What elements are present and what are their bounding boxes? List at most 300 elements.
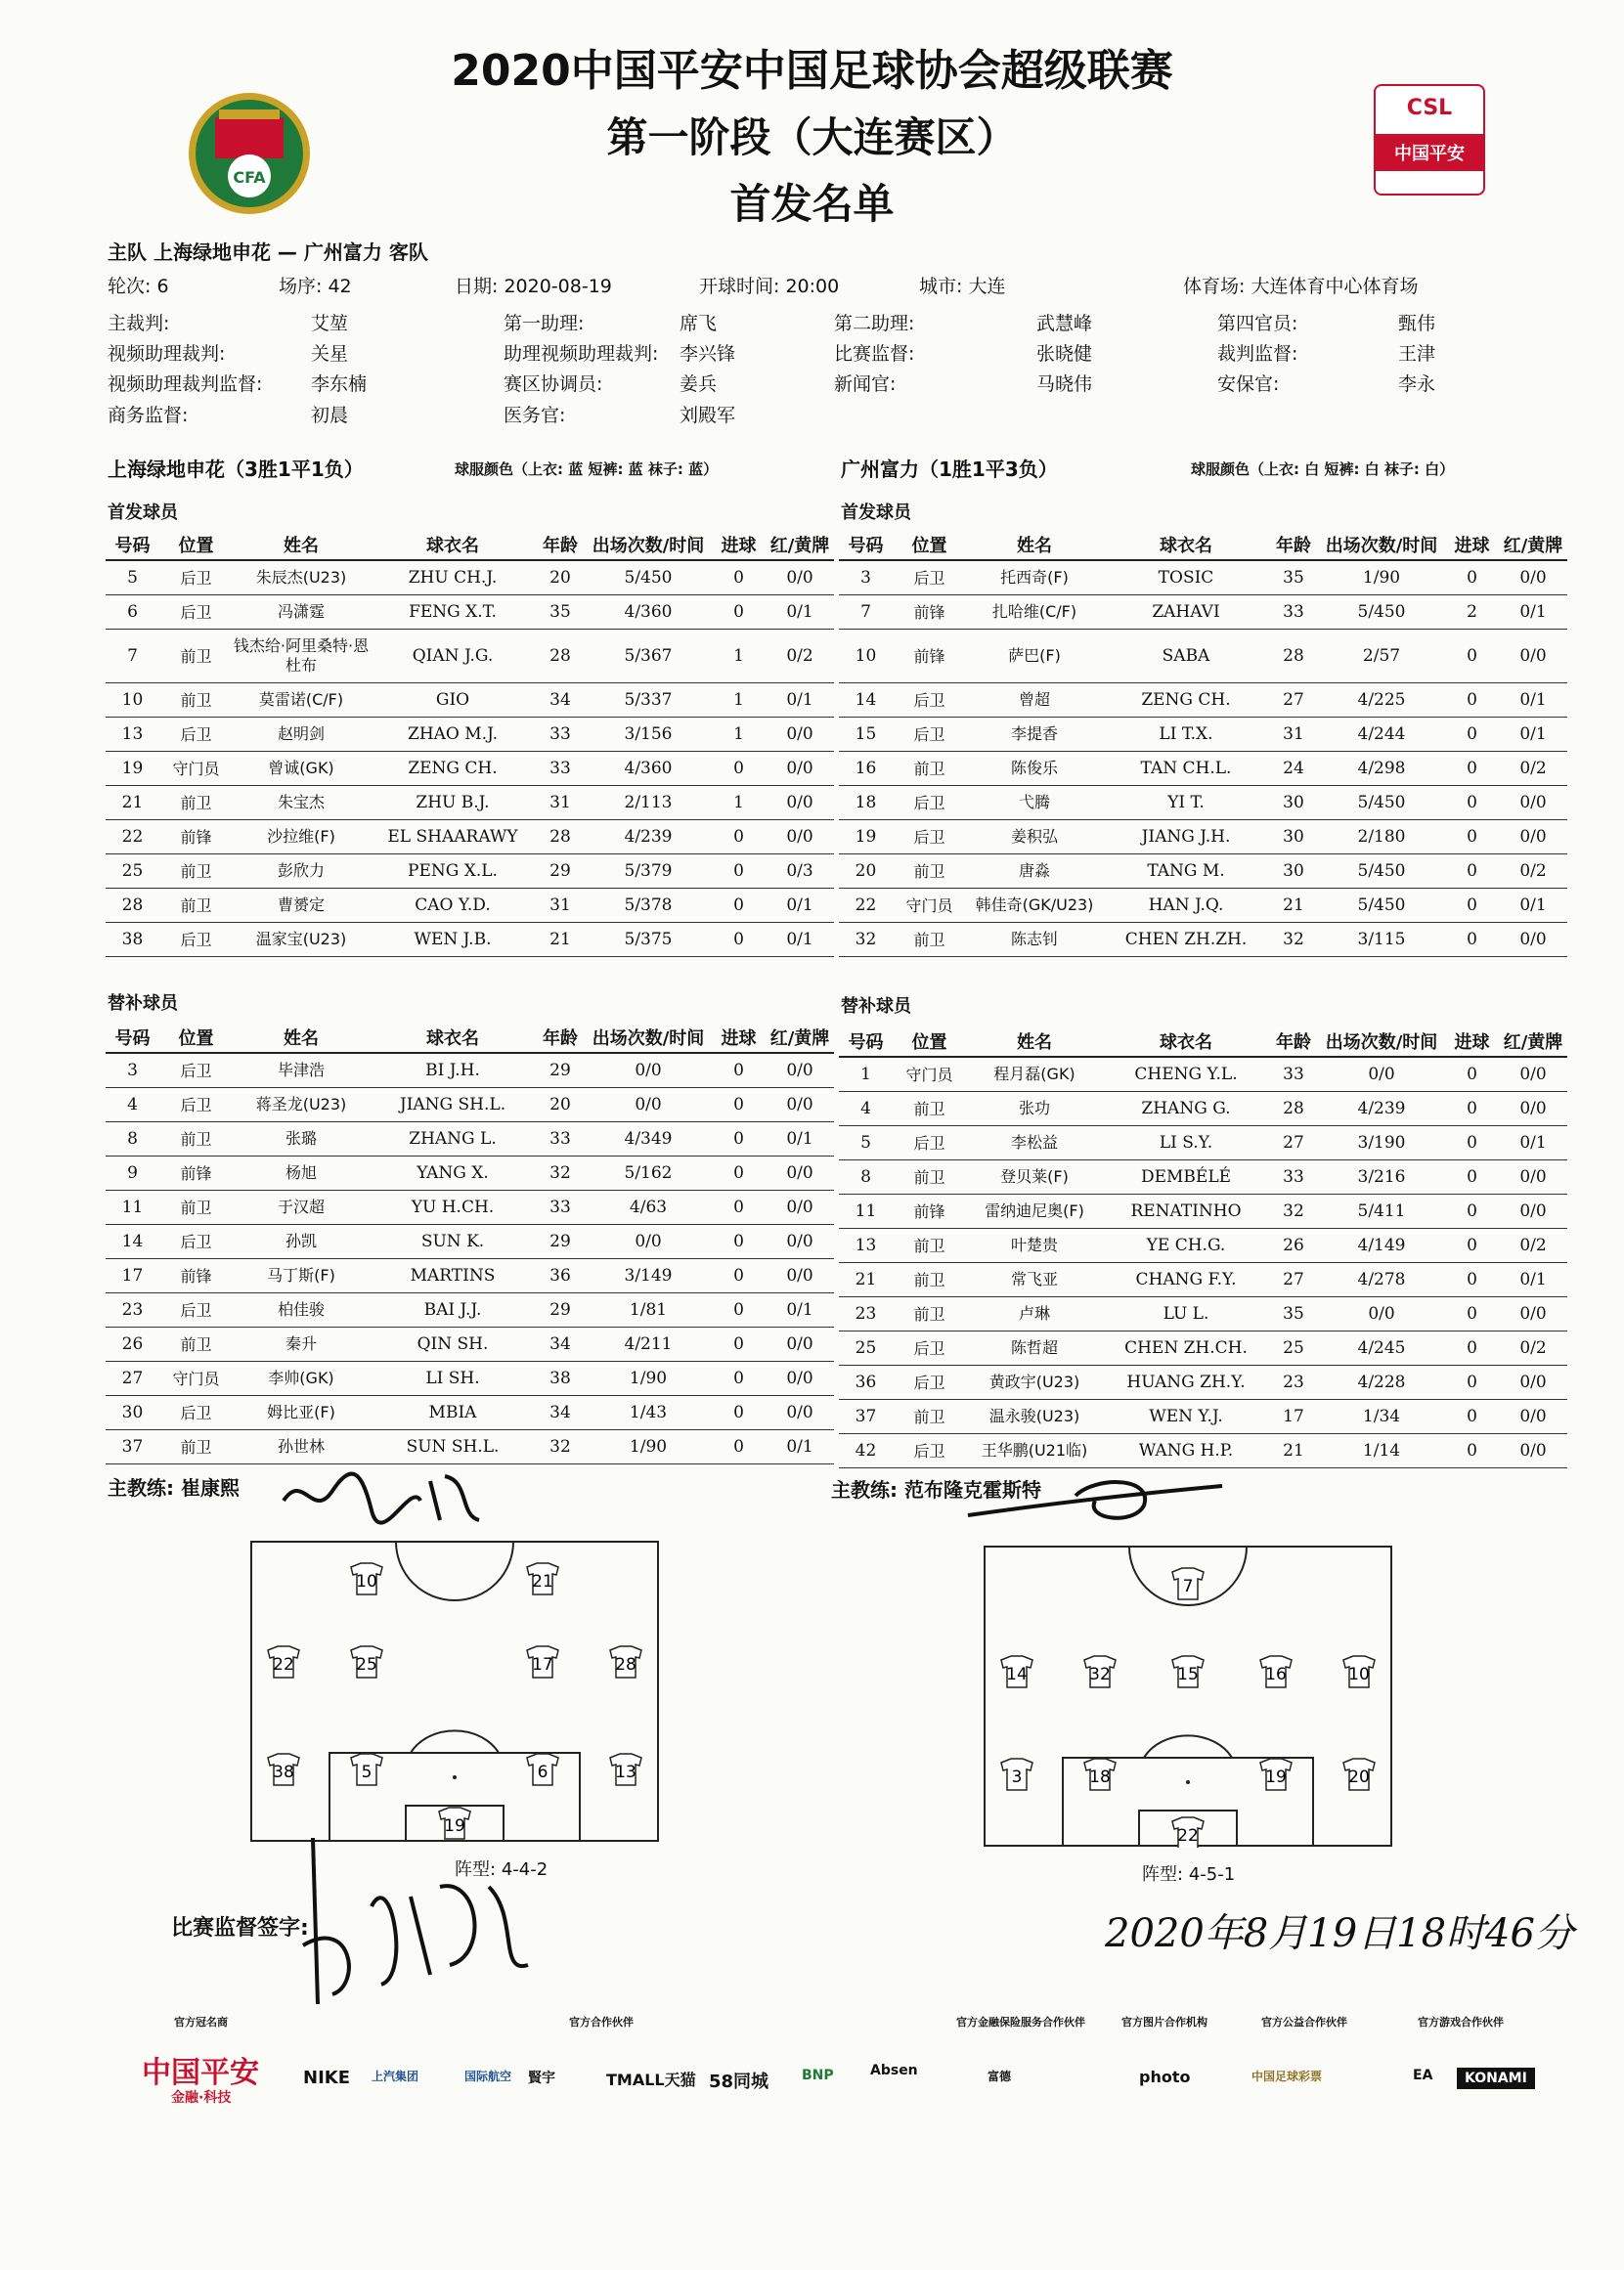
cards-cell: 0/1 [766,1429,834,1463]
age-cell: 30 [1269,853,1318,888]
away-starters-table [839,530,1567,957]
appearances-cell: 4/360 [585,594,712,629]
shirt-name-cell: YANG X. [370,1156,536,1190]
appearances-cell: 3/149 [585,1258,712,1292]
goals-cell: 0 [712,1327,766,1361]
official-value: 张晓健 [1036,343,1093,365]
shirt-name-cell: SUN SH.L. [370,1429,536,1463]
name-cell: 柏佳骏 [233,1292,370,1327]
table-row [839,785,1567,819]
goals-cell: 0 [712,853,766,888]
shirt-name-cell: LU L. [1103,1296,1269,1331]
cards-cell: 0/0 [766,1258,834,1292]
shirt-icon [1001,1759,1032,1790]
position-cell: 守门员 [159,751,233,785]
name-cell: 李松益 [966,1125,1103,1159]
column-header: 号码 [839,530,893,560]
shirt-icon [1260,1656,1292,1687]
name-cell: 曹赟定 [233,888,370,922]
sponsor-logo: 中国足球彩票 [1251,2070,1323,2083]
shirt-name-cell: JIANG J.H. [1103,819,1269,853]
shirt-name-cell: WEN J.B. [370,922,536,956]
appearances-cell: 4/298 [1318,751,1445,785]
column-header: 出场次数/时间 [1318,1026,1445,1057]
column-header: 姓名 [233,530,370,560]
shirt-number: 18 [1089,1768,1111,1787]
away-starters-label: 首发球员 [841,502,911,523]
number-cell: 21 [839,1262,893,1296]
position-cell: 前卫 [159,1190,233,1224]
official-label: 主裁判: [108,313,170,334]
shirt-name-cell: HUANG ZH.Y. [1103,1365,1269,1399]
stadium-info: 体育场: 大连体育中心体育场 [1183,276,1419,297]
column-header: 号码 [106,530,159,560]
name-cell: 张功 [966,1091,1103,1125]
age-cell: 25 [1269,1331,1318,1365]
number-cell: 21 [106,785,159,819]
number-cell: 7 [106,629,159,682]
goals-cell: 0 [1445,1262,1499,1296]
date-info: 日期: 2020-08-19 [455,276,612,297]
shirt-name-cell: ZENG CH. [370,751,536,785]
position-cell: 后卫 [893,1125,966,1159]
appearances-cell: 5/337 [585,682,712,717]
away-subs-table [839,1026,1567,1468]
shirt-name-cell: TAN CH.L. [1103,751,1269,785]
name-cell: 孙凯 [233,1224,370,1258]
away-subs-label: 替补球员 [841,996,911,1017]
shirt-icon [610,1754,641,1785]
sponsor-logo: photo [1139,2068,1191,2086]
position-cell: 前卫 [159,1429,233,1463]
appearances-cell: 4/245 [1318,1331,1445,1365]
goals-cell: 0 [712,1087,766,1121]
home-kit: 球服颜色（上衣: 蓝 短裤: 蓝 袜子: 蓝） [455,460,719,478]
shirt-name-cell: LI SH. [370,1361,536,1395]
shirt-name-cell: TOSIC [1103,560,1269,594]
sponsor-category-label: 官方公益合作伙伴 [1261,2016,1347,2029]
column-header: 红/黄牌 [766,530,834,560]
shirt-name-cell: QIN SH. [370,1327,536,1361]
goals-cell: 1 [712,717,766,751]
appearances-cell: 4/149 [1318,1228,1445,1262]
column-header: 红/黄牌 [766,1023,834,1053]
shirt-name-cell: ZHAO M.J. [370,717,536,751]
table-row [839,594,1567,629]
appearances-cell: 5/450 [1318,853,1445,888]
age-cell: 33 [1269,1057,1318,1091]
number-cell: 14 [839,682,893,717]
shirt-name-cell: ZHANG G. [1103,1091,1269,1125]
sponsor-logo: TMALL天猫 [606,2071,696,2089]
official-label: 视频助理裁判监督: [108,373,263,395]
goals-cell: 0 [1445,1057,1499,1091]
sponsor-logo: EA [1413,2068,1433,2083]
number-cell: 27 [106,1361,159,1395]
appearances-cell: 3/115 [1318,922,1445,956]
appearances-cell: 0/0 [585,1053,712,1087]
number-cell: 37 [839,1399,893,1433]
cards-cell: 0/1 [766,1121,834,1156]
position-cell: 前卫 [159,682,233,717]
cards-cell: 0/1 [766,682,834,717]
position-cell: 前锋 [159,1156,233,1190]
number-cell: 6 [106,594,159,629]
official-label: 商务监督: [108,405,189,426]
age-cell: 30 [1269,785,1318,819]
number-cell: 8 [839,1159,893,1194]
table-row [106,682,834,717]
appearances-cell: 4/211 [585,1327,712,1361]
table-row [106,1224,834,1258]
goals-cell: 1 [712,682,766,717]
age-cell: 30 [1269,819,1318,853]
sponsor-category-label: 官方金融保险服务合作伙伴 [956,2016,1085,2029]
goals-cell: 0 [1445,751,1499,785]
table-row [106,1156,834,1190]
age-cell: 21 [1269,888,1318,922]
table-row [106,560,834,594]
sponsor-logo: KONAMI [1457,2068,1535,2089]
number-cell: 22 [106,819,159,853]
shirt-name-cell: YI T. [1103,785,1269,819]
shirt-icon [610,1646,641,1678]
shirt-name-cell: MARTINS [370,1258,536,1292]
home-subs-table [106,1023,834,1464]
shirt-icon [1343,1656,1375,1687]
cards-cell: 0/2 [766,629,834,682]
table-row [106,853,834,888]
table-row [839,1159,1567,1194]
number-cell: 9 [106,1156,159,1190]
csl-logo-top: CSL [1406,96,1453,120]
cards-cell: 0/0 [766,1087,834,1121]
shirt-number: 17 [532,1655,553,1675]
table-row [839,1399,1567,1433]
name-cell: 赵明剑 [233,717,370,751]
age-cell: 28 [536,819,585,853]
shirt-name-cell: FENG X.T. [370,594,536,629]
table-row [839,1433,1567,1467]
position-cell: 前卫 [893,1228,966,1262]
shirt-number: 32 [1089,1665,1111,1684]
cards-cell: 0/1 [1499,717,1567,751]
shirt-number: 14 [1006,1665,1028,1684]
official-label: 医务官: [504,405,566,426]
age-cell: 34 [536,682,585,717]
number-cell: 1 [839,1057,893,1091]
table-row [106,1087,834,1121]
column-header: 位置 [893,1026,966,1057]
official-value: 刘殿军 [680,405,736,426]
position-cell: 后卫 [893,1433,966,1467]
position-cell: 前卫 [893,1091,966,1125]
goals-cell: 0 [1445,717,1499,751]
appearances-cell: 5/379 [585,853,712,888]
cards-cell: 0/0 [766,785,834,819]
shirt-name-cell: QIAN J.G. [370,629,536,682]
sponsor-logo: 上汽集团 [372,2070,419,2083]
cards-cell: 0/2 [1499,1228,1567,1262]
shirt-name-cell: CHANG F.Y. [1103,1262,1269,1296]
age-cell: 34 [536,1327,585,1361]
cards-cell: 0/0 [766,1156,834,1190]
shirt-number: 10 [1348,1665,1370,1684]
table-row [839,682,1567,717]
cards-cell: 0/1 [1499,1262,1567,1296]
name-cell: 钱杰给·阿里桑特·恩杜布 [233,629,370,682]
age-cell: 38 [536,1361,585,1395]
name-cell: 于汉超 [233,1190,370,1224]
position-cell: 前卫 [159,1327,233,1361]
position-cell: 后卫 [159,594,233,629]
column-header: 年龄 [1269,1026,1318,1057]
age-cell: 34 [536,1395,585,1429]
position-cell: 前卫 [893,922,966,956]
table-row [839,1091,1567,1125]
table-row [839,1262,1567,1296]
goals-cell: 0 [1445,1331,1499,1365]
name-cell: 托西奇(F) [966,560,1103,594]
number-cell: 42 [839,1433,893,1467]
name-cell: 程月磊(GK) [966,1057,1103,1091]
home-coach: 主教练: 崔康熙 [108,1476,240,1500]
name-cell: 韩佳奇(GK/U23) [966,888,1103,922]
age-cell: 33 [536,751,585,785]
column-header: 出场次数/时间 [585,530,712,560]
away-team-name: 广州富力（1胜1平3负） [841,458,1058,481]
appearances-cell: 4/360 [585,751,712,785]
column-header: 进球 [712,1023,766,1053]
table-row [839,922,1567,956]
position-cell: 前卫 [893,1262,966,1296]
cards-cell: 0/1 [766,888,834,922]
goals-cell: 0 [712,594,766,629]
goals-cell: 0 [712,1429,766,1463]
shirt-number: 15 [1177,1665,1199,1684]
goals-cell: 0 [712,1361,766,1395]
official-label: 第四官员: [1217,313,1298,334]
goals-cell: 0 [1445,1399,1499,1433]
goals-cell: 0 [1445,922,1499,956]
title-league: 2020中国平安中国足球协会超级联赛 [451,46,1173,96]
position-cell: 后卫 [893,1365,966,1399]
away-coach: 主教练: 范布隆克霍斯特 [831,1478,1041,1502]
goals-cell: 0 [1445,1091,1499,1125]
name-cell: 温家宝(U23) [233,922,370,956]
appearances-cell: 5/450 [585,560,712,594]
shirt-name-cell: HAN J.Q. [1103,888,1269,922]
svg-text:CFA: CFA [233,168,266,187]
official-label: 赛区协调员: [504,373,603,395]
cards-cell: 0/2 [1499,853,1567,888]
goals-cell: 0 [712,1224,766,1258]
age-cell: 33 [1269,1159,1318,1194]
age-cell: 27 [1269,1262,1318,1296]
shirt-name-cell: PENG X.L. [370,853,536,888]
name-cell: 李提香 [966,717,1103,751]
column-header: 红/黄牌 [1499,1026,1567,1057]
appearances-cell: 3/216 [1318,1159,1445,1194]
city-info: 城市: 大连 [919,276,1006,297]
column-header: 年龄 [536,1023,585,1053]
official-label: 第二助理: [834,313,915,334]
table-row [839,1057,1567,1091]
table-row [106,594,834,629]
name-cell: 王华鹏(U21临) [966,1433,1103,1467]
table-row [839,1365,1567,1399]
position-cell: 守门员 [159,1361,233,1395]
shirt-name-cell: LI S.Y. [1103,1125,1269,1159]
shirt-icon [1084,1759,1116,1790]
shirt-name-cell: YU H.CH. [370,1190,536,1224]
goals-cell: 0 [712,1292,766,1327]
number-cell: 11 [106,1190,159,1224]
shirt-name-cell: MBIA [370,1395,536,1429]
position-cell: 前锋 [159,1258,233,1292]
appearances-cell: 5/375 [585,922,712,956]
age-cell: 31 [536,785,585,819]
shirt-icon [351,1754,382,1785]
number-cell: 37 [106,1429,159,1463]
kickoff-info: 开球时间: 20:00 [699,276,840,297]
appearances-cell: 5/411 [1318,1194,1445,1228]
shirt-name-cell: WANG H.P. [1103,1433,1269,1467]
age-cell: 33 [1269,594,1318,629]
goals-cell: 1 [712,629,766,682]
shirt-icon [527,1754,558,1785]
age-cell: 32 [1269,1194,1318,1228]
position-cell: 前卫 [893,853,966,888]
shirt-name-cell: ZAHAVI [1103,594,1269,629]
appearances-cell: 1/90 [585,1361,712,1395]
appearances-cell: 1/81 [585,1292,712,1327]
position-cell: 后卫 [159,1224,233,1258]
position-cell: 后卫 [893,819,966,853]
cards-cell: 0/1 [766,1292,834,1327]
position-cell: 前锋 [893,1194,966,1228]
home-team-name: 上海绿地申花（3胜1平1负） [108,458,364,481]
column-header: 球衣名 [370,1023,536,1053]
position-cell: 后卫 [893,560,966,594]
table-row [106,888,834,922]
goals-cell: 2 [1445,594,1499,629]
appearances-cell: 5/162 [585,1156,712,1190]
shirt-number: 13 [615,1763,636,1782]
goals-cell: 0 [1445,1433,1499,1467]
home-starters-label: 首发球员 [108,502,178,523]
cards-cell: 0/1 [1499,682,1567,717]
shirt-name-cell: CHENG Y.L. [1103,1057,1269,1091]
name-cell: 姜积弘 [966,819,1103,853]
goals-cell: 0 [1445,682,1499,717]
age-cell: 21 [1269,1433,1318,1467]
cards-cell: 0/0 [766,1327,834,1361]
name-cell: 唐淼 [966,853,1103,888]
number-cell: 25 [839,1331,893,1365]
sponsor-logo: 58同城 [709,2072,769,2092]
handwritten-datetime: 2020年8月19日18时46分 [1105,1911,1574,1956]
age-cell: 28 [1269,1091,1318,1125]
column-header: 进球 [1445,1026,1499,1057]
position-cell: 后卫 [159,922,233,956]
appearances-cell: 4/225 [1318,682,1445,717]
position-cell: 后卫 [159,1292,233,1327]
cards-cell: 0/1 [1499,1125,1567,1159]
shirt-number: 25 [356,1655,377,1675]
appearances-cell: 5/367 [585,629,712,682]
shirt-name-cell: EL SHAARAWY [370,819,536,853]
table-row [106,1327,834,1361]
column-header: 号码 [106,1023,159,1053]
name-cell: 温永骏(U23) [966,1399,1103,1433]
appearances-cell: 4/278 [1318,1262,1445,1296]
age-cell: 26 [1269,1228,1318,1262]
cfa-logo-icon [186,90,313,217]
position-cell: 前卫 [893,1399,966,1433]
name-cell: 弋腾 [966,785,1103,819]
shirt-number: 3 [1011,1768,1023,1787]
table-row [106,1121,834,1156]
number-cell: 28 [106,888,159,922]
cards-cell: 0/1 [766,594,834,629]
goals-cell: 0 [712,1053,766,1087]
age-cell: 33 [536,717,585,751]
goals-cell: 1 [712,785,766,819]
number-cell: 19 [106,751,159,785]
name-cell: 卢琳 [966,1296,1103,1331]
table-row [839,1125,1567,1159]
shirt-icon [1084,1656,1116,1687]
position-cell: 后卫 [159,1395,233,1429]
number-cell: 38 [106,922,159,956]
cards-cell: 0/1 [1499,594,1567,629]
age-cell: 20 [536,1087,585,1121]
appearances-cell: 3/156 [585,717,712,751]
name-cell: 杨旭 [233,1156,370,1190]
table-row [839,1296,1567,1331]
official-label: 裁判监督: [1217,343,1298,365]
cards-cell: 0/0 [1499,1365,1567,1399]
sponsor-logo: 富德 [988,2070,1012,2083]
name-cell: 张璐 [233,1121,370,1156]
shirt-name-cell: CHEN ZH.CH. [1103,1331,1269,1365]
position-cell: 守门员 [893,888,966,922]
appearances-cell: 1/14 [1318,1433,1445,1467]
name-cell: 蒋圣龙(U23) [233,1087,370,1121]
table-row [106,1053,834,1087]
name-cell: 叶楚贵 [966,1228,1103,1262]
match-no-info: 场序: 42 [279,276,352,297]
goals-cell: 0 [1445,629,1499,682]
column-header: 出场次数/时间 [585,1023,712,1053]
name-cell: 黄政宇(U23) [966,1365,1103,1399]
cards-cell: 0/2 [1499,751,1567,785]
number-cell: 4 [839,1091,893,1125]
position-cell: 后卫 [159,1087,233,1121]
shirt-number: 28 [615,1655,636,1675]
number-cell: 10 [106,682,159,717]
column-header: 年龄 [1269,530,1318,560]
table-row [106,629,834,682]
position-cell: 守门员 [893,1057,966,1091]
position-cell: 后卫 [893,1331,966,1365]
number-cell: 18 [839,785,893,819]
position-cell: 后卫 [893,785,966,819]
cards-cell: 0/0 [1499,1296,1567,1331]
name-cell: 陈志钊 [966,922,1103,956]
age-cell: 31 [536,888,585,922]
